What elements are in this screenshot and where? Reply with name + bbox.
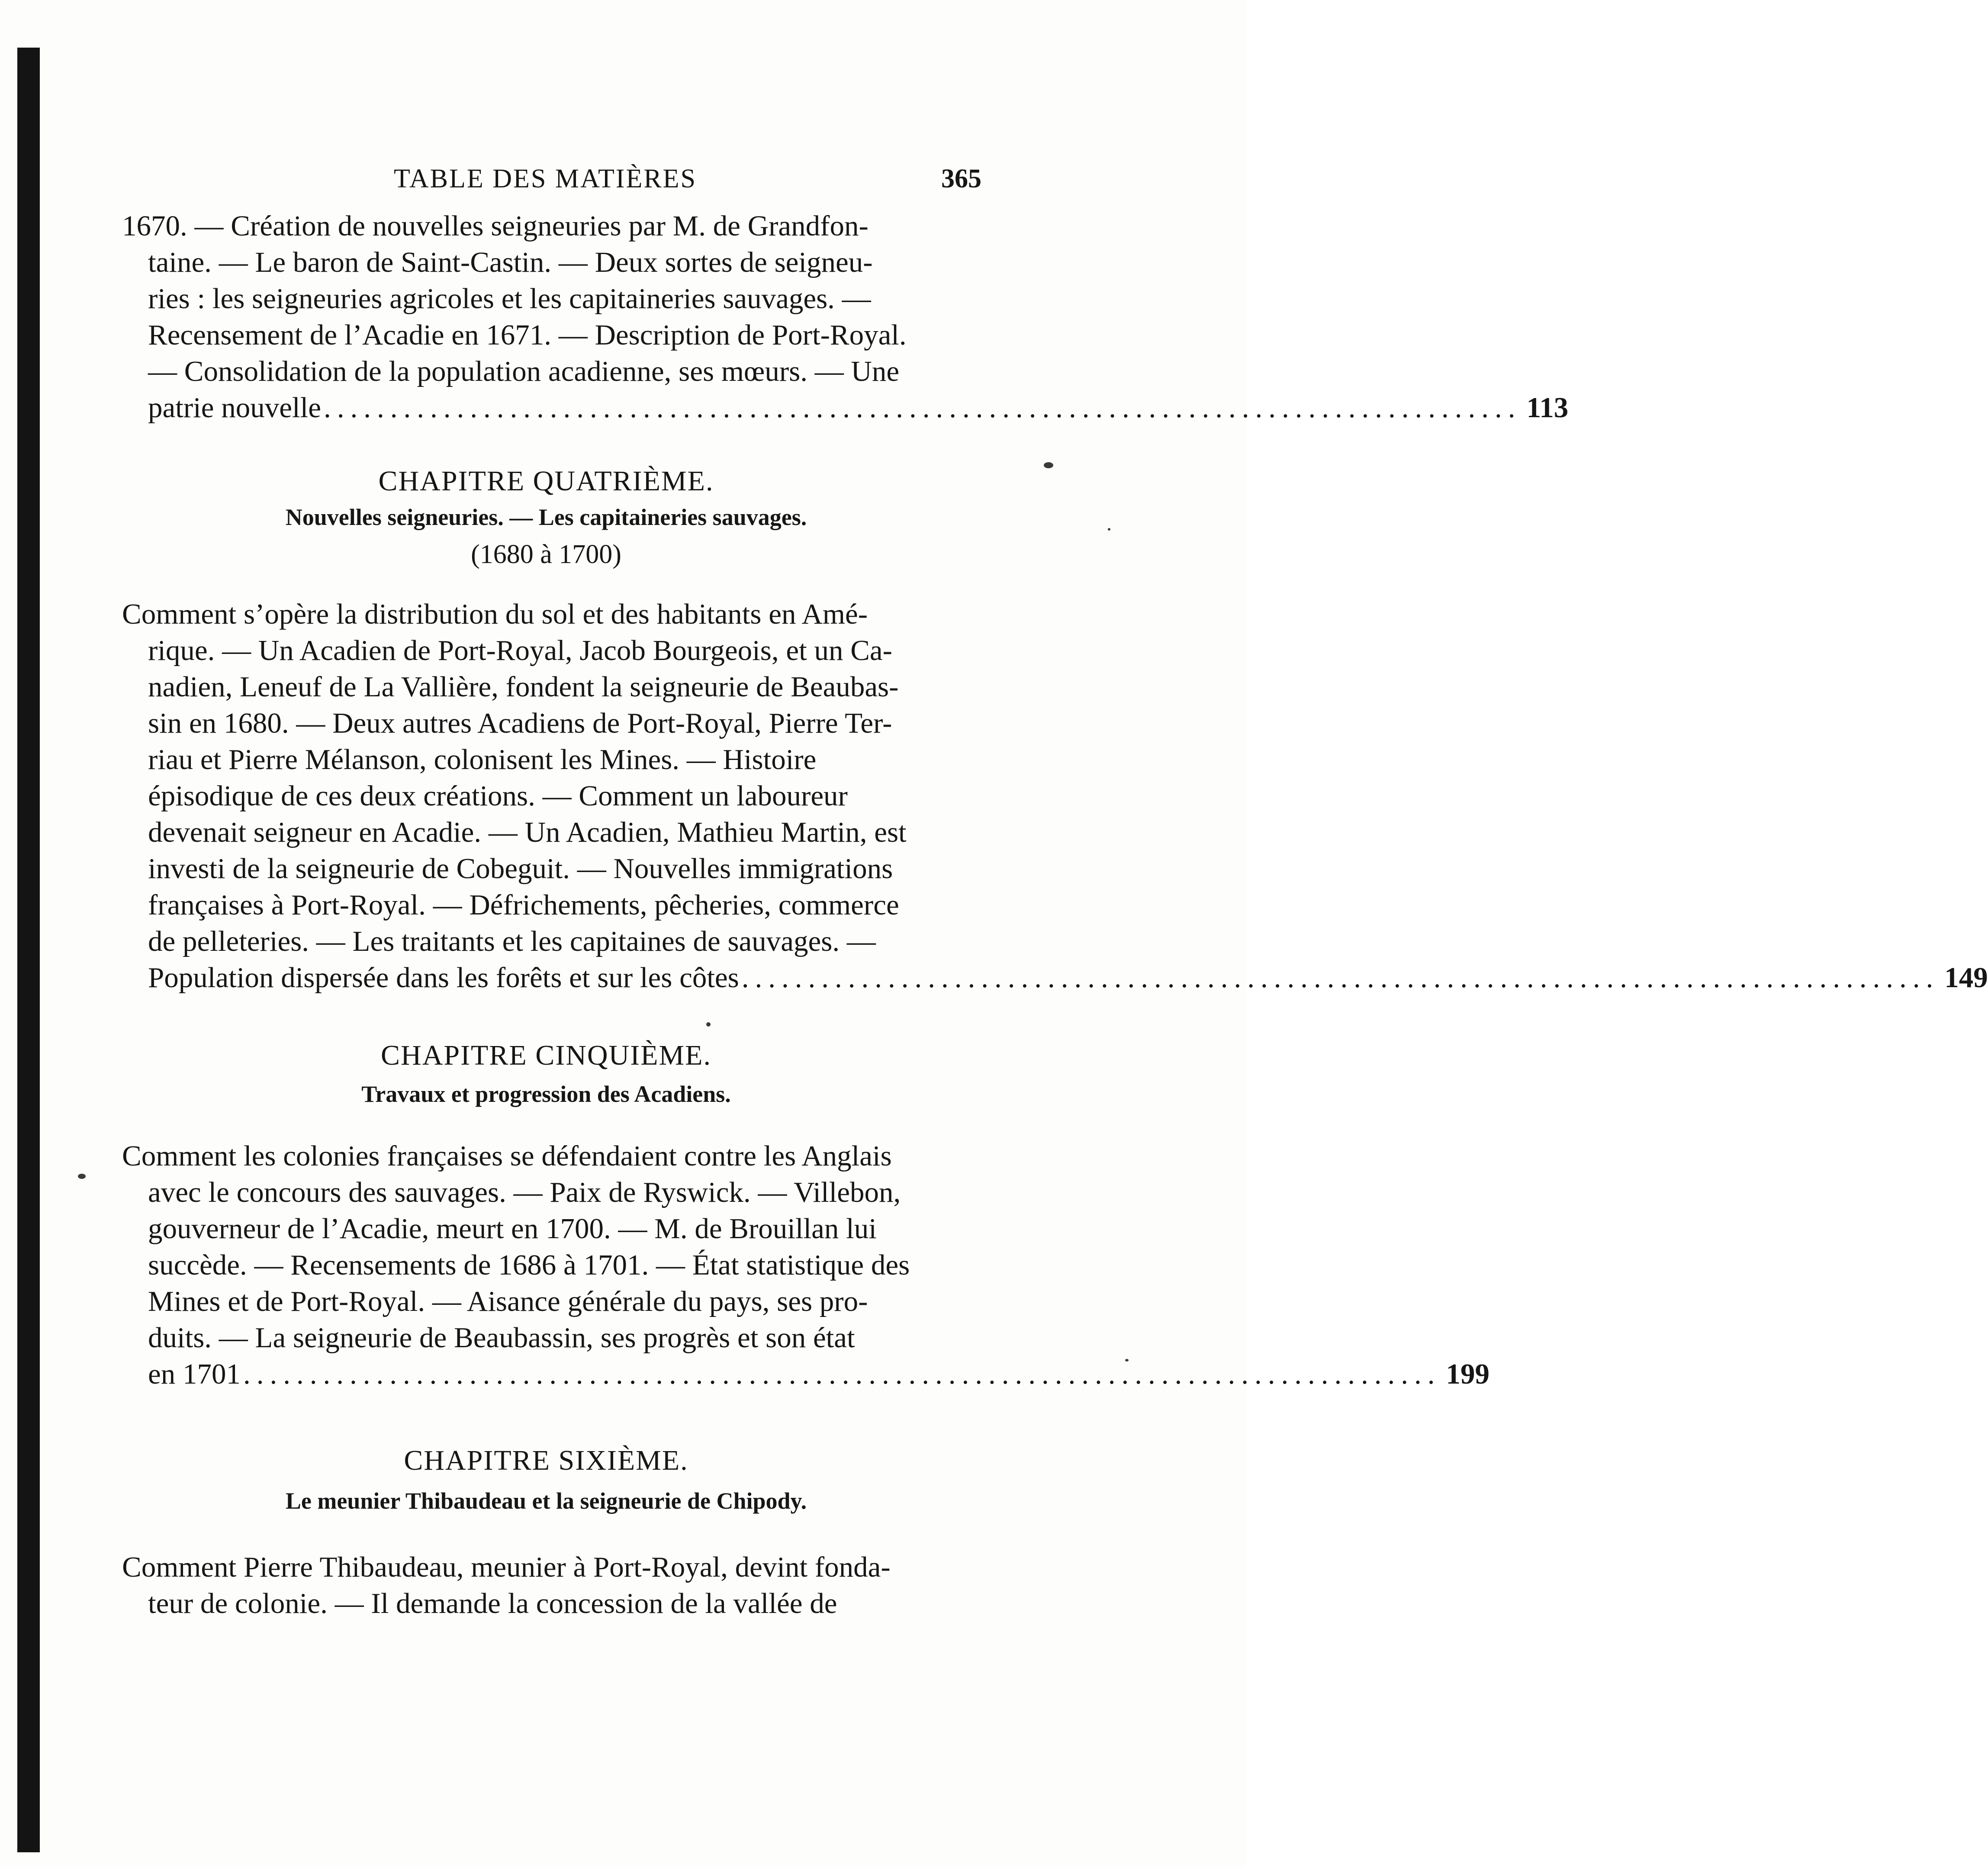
chapter-dates: (1680 à 1700) bbox=[471, 540, 621, 569]
scan-speck bbox=[1108, 528, 1110, 531]
chapter-heading: CHAPITRE CINQUIÈME. bbox=[381, 1040, 711, 1071]
toc-entry-continued bbox=[122, 208, 1569, 426]
text-line: Comment Pierre Thibaudeau, meunier à Port-Royal, devint fonda- bbox=[122, 1551, 891, 1583]
text-line: sin en 1680. — Deux autres Acadiens de Port-Royal, Pierre Ter- bbox=[148, 707, 892, 739]
text-line: succède. — Recensements de 1686 à 1701. — État statistique des bbox=[148, 1249, 910, 1281]
text-line: avec le concours des sauvages. — Paix de Ryswick. — Villebon, bbox=[148, 1176, 901, 1208]
running-head-title: TABLE DES MATIÈRES bbox=[394, 164, 697, 193]
toc-leader-line bbox=[122, 1356, 1489, 1392]
scan-speck bbox=[78, 1174, 86, 1179]
text-line: riau et Pierre Mélanson, colonisent les Mines. — Histoire bbox=[148, 744, 817, 776]
text-line: duits. — La seigneurie de Beaubassin, ses progrès et son état bbox=[148, 1322, 855, 1354]
toc-leader-line bbox=[122, 959, 1988, 996]
chapter-summary bbox=[122, 596, 1988, 996]
text-line: rique. — Un Acadien de Port-Royal, Jacob Bourgeois, et un Ca- bbox=[148, 634, 892, 666]
page-binding-edge bbox=[17, 48, 40, 1852]
text-line: teur de colonie. — Il demande la concession de la vallée de bbox=[148, 1587, 837, 1619]
text-line: — Consolidation de la population acadienne, ses mœurs. — Une bbox=[148, 355, 900, 387]
chapter-summary bbox=[122, 1138, 1489, 1392]
text-line: Comment s’opère la distribution du sol et des habitants en Amé- bbox=[122, 598, 868, 630]
text-line: françaises à Port-Royal. — Défrichements, pêcheries, commerce bbox=[148, 889, 899, 921]
running-head bbox=[121, 164, 987, 203]
text-line: gouverneur de l’Acadie, meurt en 1700. — M. de Brouillan lui bbox=[148, 1213, 877, 1245]
text-line: de pelleteries. — Les traitants et les capitaines de sauvages. — bbox=[148, 925, 876, 957]
dot-leader: .......................................................................................... bbox=[741, 962, 1940, 994]
text-line: ries : les seigneuries agricoles et les capitaineries sauvages. — bbox=[148, 283, 871, 315]
chapter-summary bbox=[122, 1549, 970, 1622]
text-line: devenait seigneur en Acadie. — Un Acadien, Mathieu Martin, est bbox=[148, 816, 907, 848]
chapter-subtitle: Travaux et progression des Acadiens. bbox=[361, 1081, 731, 1107]
chapter-heading: CHAPITRE QUATRIÈME. bbox=[378, 465, 714, 497]
text-line: en 1701 bbox=[148, 1358, 241, 1390]
text-line: patrie nouvelle bbox=[148, 392, 321, 424]
dot-leader: .......................................................................................... bbox=[323, 392, 1522, 424]
toc-leader-line bbox=[122, 389, 1569, 426]
page-reference: 149 bbox=[1944, 962, 1988, 994]
chapter-subtitle: Nouvelles seigneuries. — Les capitaineries sauvages. bbox=[285, 504, 807, 530]
text-line: nadien, Leneuf de La Vallière, fondent la seigneurie de Beaubas- bbox=[148, 671, 899, 703]
text-line: Population dispersée dans les forêts et sur les côtes bbox=[148, 962, 739, 994]
text-line: investi de la seigneurie de Cobeguit. — Nouvelles immigrations bbox=[148, 853, 893, 885]
table-of-contents bbox=[122, 208, 1988, 1622]
page-number: 365 bbox=[941, 164, 981, 193]
text-line: Mines et de Port-Royal. — Aisance générale du pays, ses pro- bbox=[148, 1285, 868, 1317]
page-reference: 199 bbox=[1446, 1358, 1489, 1390]
text-line: 1670. — Création de nouvelles seigneuries par M. de Grandfon- bbox=[122, 210, 869, 242]
text-line: Comment les colonies françaises se défendaient contre les Anglais bbox=[122, 1140, 892, 1172]
page-reference: 113 bbox=[1526, 392, 1569, 424]
text-line: Recensement de l’Acadie en 1671. — Description de Port-Royal. bbox=[148, 319, 907, 351]
chapter-heading: CHAPITRE SIXIÈME. bbox=[404, 1445, 688, 1476]
dot-leader: .......................................................................................... bbox=[243, 1358, 1441, 1390]
scan-speck bbox=[1044, 462, 1053, 468]
chapter-subtitle: Le meunier Thibaudeau et la seigneurie de Chipody. bbox=[285, 1488, 807, 1514]
text-line: épisodique de ces deux créations. — Comment un laboureur bbox=[148, 780, 848, 812]
text-line: taine. — Le baron de Saint-Castin. — Deux sortes de seigneu- bbox=[148, 246, 873, 278]
